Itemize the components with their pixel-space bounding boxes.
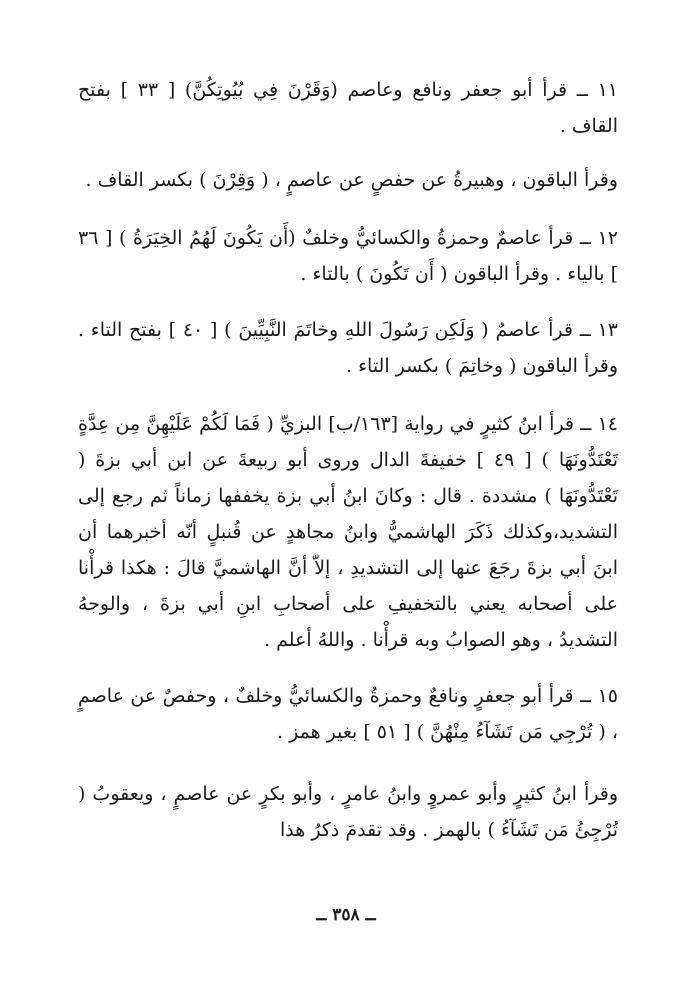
page-number: ــ ٣٥٨ ــ [316, 905, 376, 925]
paragraph-12: ١٢ ــ قرأ عاصمٌ وحمزةُ والكسائيُّ وخلفٌ (أَن يَكُونَ لَهُمُ الخِيَرَةُ ) [ ٣٦ ] بالياء . وقرأ الباقون ( أَن تَكُونَ ) بالتاء . [78, 227, 618, 285]
paragraph-13: ١٣ ــ قرأ عاصمٌ ( وَلَكِن رَسُولَ اللهِ وخاتَمَ النَّبِيِّينَ ) [ ٤٠ ] بفتح التاء . وقرأ الباقون ( وخاتِمَ ) بكسر التاء . [78, 319, 618, 377]
paragraph-14: ١٤ ــ قرأ ابنُ كثيرٍ في رواية [١٦٣/ب] البزيِّ ( فَمَا لَكُمْ عَلَيْهِنَّ مِن عِدَّةٍ تَعْتَدُّونَهَا ) [ ٤٩ ] خفيفةَ الدال وروى أبو ربيعةَ عن ابن أبي بزةَ ( تَعْتَدُّونَهَا ) مشددة . قال : وكانَ ابنُ أبي بزة يخففها زماناً ثم رجع إلى التشديد،وكذلك ذَكَرَ الهاشميُّ وابنُ مجاهدٍ عن قُنبلٍ أنّه أخبرهما أن ابنَ أبي بزةَ رجَعَ عنها إلى التشديدِ ، إلاّ أنَّ الهاشميَّ قالَ : هكذا قرأْنا على أصحابه يعني بالتخفيفِ على أصحابِ ابنِ أبي بزةَ ، والوجهُ التشديدُ ، وهو الصوابُ وبه قرأْنا . واللهُ أعلم . [78, 413, 618, 651]
paragraph-11-continued: وقرأ الباقون ، وهبيرةُ عن حفصٍ عن عاصمٍ ، ( وَقِرْنَ ) بكسر القاف . [85, 169, 618, 191]
paragraph-15-continued: وقرأ ابنُ كثيرٍ وأبو عمروٍ وابنُ عامرٍ ، وأبو بكرٍ عن عاصمٍ ، ويعقوبُ ( تُرْجِئُ مَن تَشَآءُ ) بالهمز . وقد تقدمَ ذكرُ هذا [78, 783, 618, 841]
page-body [78, 72, 618, 848]
paragraph-15: ١٥ ــ قرأ أبو جعفرٍ ونافعٌ وحمزةُ والكسائيُّ وخلفٌ ، وحفصٌ عن عاصمٍ ، ( تُرْجِي مَن تَشَآءُ مِنْهُنَّ ) [ ٥١ ] بغير همز . [78, 685, 618, 743]
paragraph-11: ١١ ــ قرأ أبو جعفر ونافع وعاصم (وَقَرْنَ فِي بُيُوتِكُنَّ) [ ٣٣ ] بفتح القاف . [78, 79, 618, 137]
